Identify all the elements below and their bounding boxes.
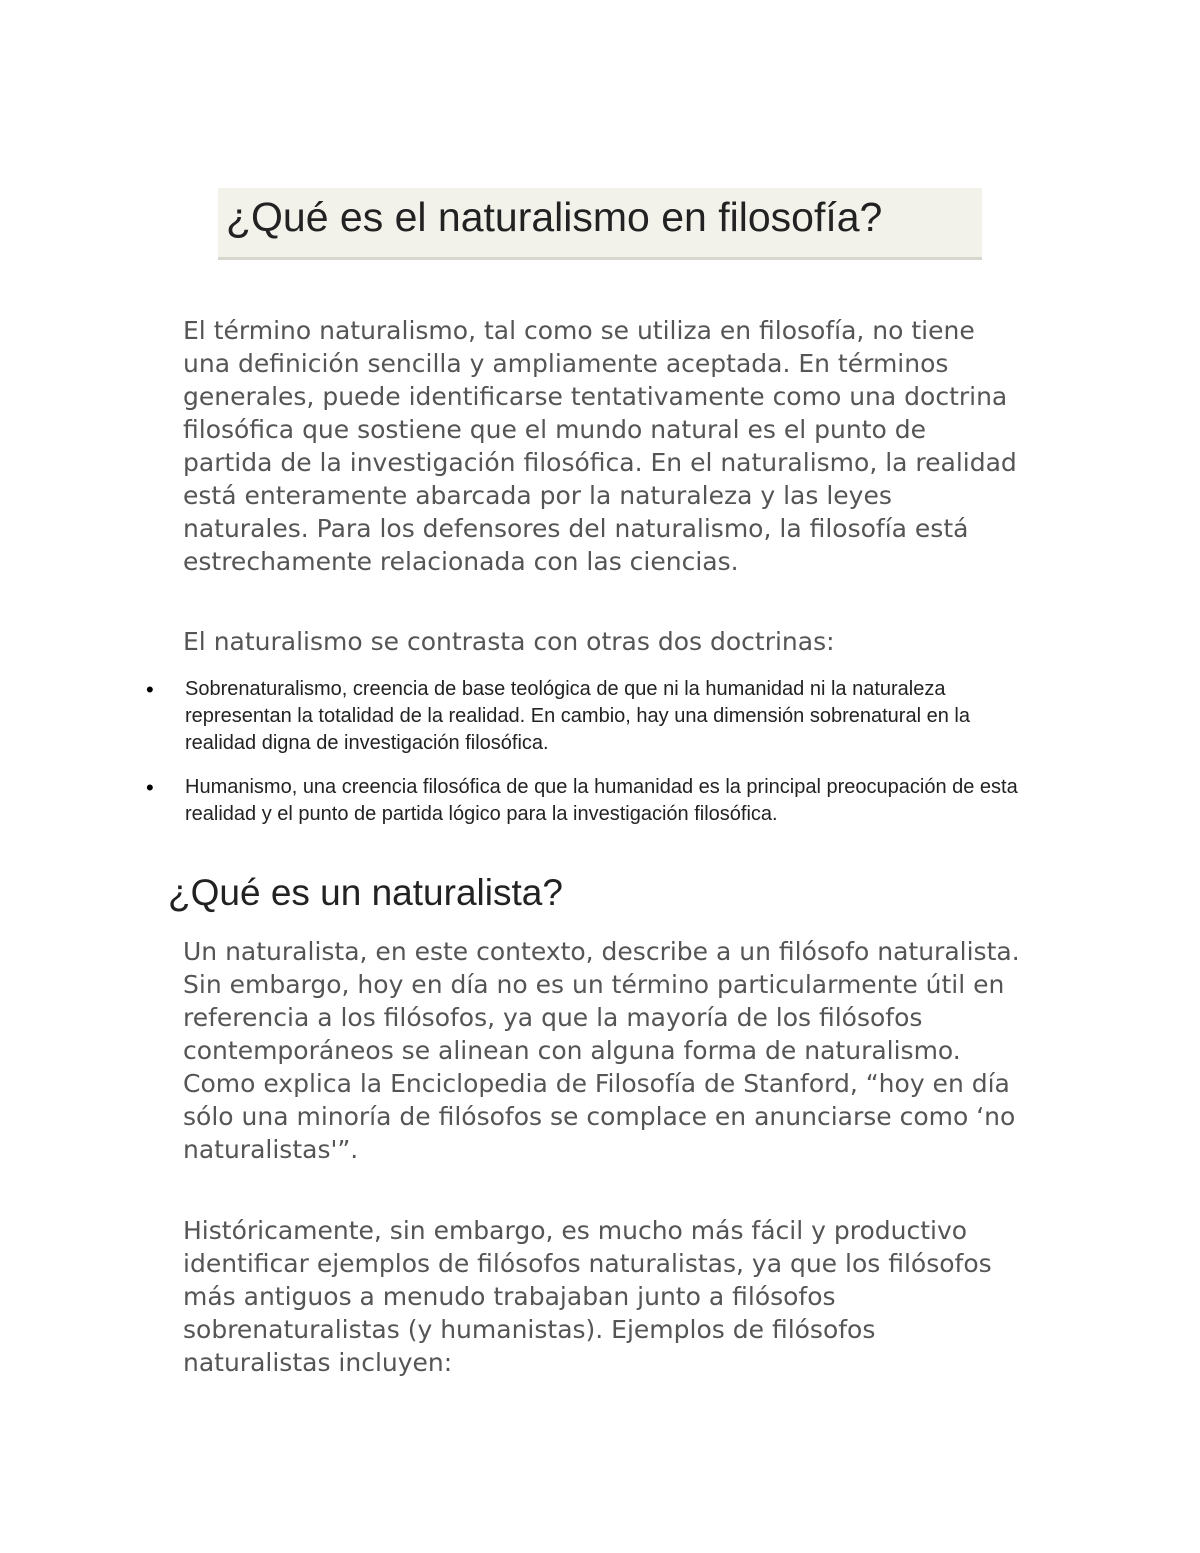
naturalist-paragraph: Un naturalista, en este contexto, describe a un filósofo naturalista. Sin embargo, hoy en día no es un término particularmente útil en referencia a los filósofos, ya que la mayoría de los filósofos contemporáneos se alinean con alguna forma de naturalismo. Como explica la Enciclopedia de Filosofía de Stanford, “hoy en día sólo una minoría de filósofos se complace en anunciarse como ‘no naturalistas'”. xyxy=(183,937,1020,1164)
contrast-intro-paragraph: El naturalismo se contrasta con otras dos doctrinas: xyxy=(183,627,835,656)
title-banner xyxy=(218,188,982,260)
section-heading: ¿Qué es un naturalista? xyxy=(168,872,563,913)
doctrine-supernaturalism: Sobrenaturalismo, creencia de base teológica de que ni la humanidad ni la naturaleza representan la totalidad de la realidad. En cambio, hay una dimensión sobrenatural en la realidad digna de investigación filosófica. xyxy=(185,678,970,754)
page-title: ¿Qué es el naturalismo en filosofía? xyxy=(226,194,883,240)
bullet-icon: • xyxy=(146,775,154,800)
intro-paragraph: El término naturalismo, tal como se utiliza en filosofía, no tiene una definición sencilla y ampliamente aceptada. En términos generales, puede identificarse tentativamente como una doctrina filosófica que sostiene que el mundo natural es el punto de partida de la investigación filosófica. En el naturalismo, la realidad está enteramente abarcada por la naturaleza y las leyes naturales. Para los defensores del naturalismo, la filosofía está estrechamente relacionada con las ciencias. xyxy=(183,316,1017,576)
historical-paragraph: Históricamente, sin embargo, es mucho más fácil y productivo identificar ejemplos de filósofos naturalistas, ya que los filósofos más antiguos a menudo trabajaban junto a filósofos sobrenaturalistas (y humanistas). Ejemplos de filósofos naturalistas incluyen: xyxy=(183,1216,992,1377)
doctrine-humanism: Humanismo, una creencia filosófica de que la humanidad es la principal preocupación de esta realidad y el punto de partida lógico para la investigación filosófica. xyxy=(185,776,1018,825)
bullet-icon: • xyxy=(146,677,154,702)
